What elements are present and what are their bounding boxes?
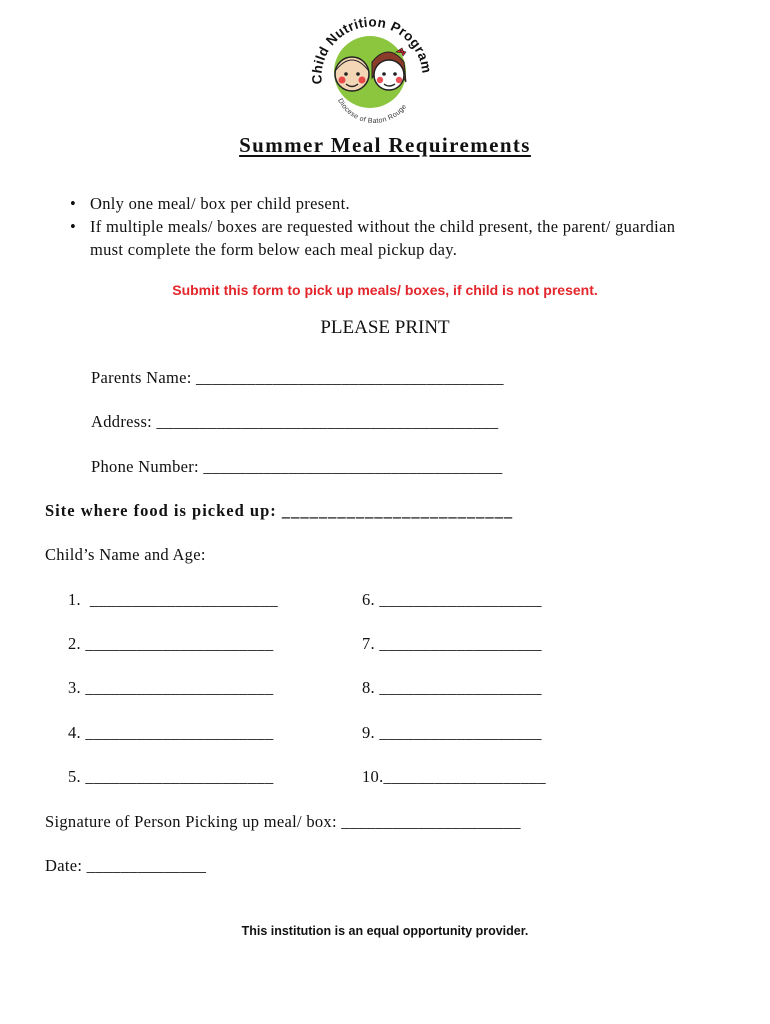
please-print-heading: PLEASE PRINT — [320, 317, 450, 338]
footer-text: This institution is an equal opportunity provider. — [241, 924, 529, 938]
child-entry-2[interactable]: 2. ______________________ — [68, 634, 274, 653]
child-nutrition-program-logo — [300, 12, 440, 124]
notice-text: Submit this form to pick up meals/ boxes, if child is not present. — [172, 282, 598, 298]
date-field[interactable]: Date: ______________ — [45, 856, 207, 875]
child-entry-6[interactable]: 6. ___________________ — [362, 590, 542, 609]
page-title: Summer Meal Requirements — [239, 133, 531, 157]
requirements-list — [68, 192, 708, 261]
child-entry-10[interactable]: 10.___________________ — [362, 767, 546, 786]
child-entry-5[interactable]: 5. ______________________ — [68, 767, 274, 786]
logo-sub-text: Diocese of Baton Rouge — [336, 97, 409, 124]
child-entry-7[interactable]: 7. ___________________ — [362, 634, 542, 653]
child-entry-9[interactable]: 9. ___________________ — [362, 723, 542, 742]
phone-number-field[interactable]: Phone Number: ___________________________________ — [91, 457, 503, 476]
list-item: • If multiple meals/ boxes are requested without the child present, the parent/ guardian must complete the form below each meal pickup day. — [68, 215, 708, 261]
list-item: • Only one meal/ box per child present. — [68, 192, 708, 215]
child-entry-3[interactable]: 3. ______________________ — [68, 678, 274, 697]
logo-arc-text: Child Nutrition Program — [309, 14, 435, 85]
child-entry-1[interactable]: 1. ______________________ — [68, 590, 278, 609]
logo-child-face-left-icon — [335, 57, 369, 91]
child-entry-4[interactable]: 4. ______________________ — [68, 723, 274, 742]
parents-name-field[interactable]: Parents Name: ____________________________________ — [91, 368, 504, 387]
address-field[interactable]: Address: ________________________________________ — [91, 412, 499, 431]
pickup-site-field[interactable]: Site where food is picked up: _________________________ — [45, 501, 514, 520]
childs-name-age-label: Child’s Name and Age: — [45, 545, 206, 564]
signature-field[interactable]: Signature of Person Picking up meal/ box: _____________________ — [45, 812, 521, 831]
child-entry-8[interactable]: 8. ___________________ — [362, 678, 542, 697]
